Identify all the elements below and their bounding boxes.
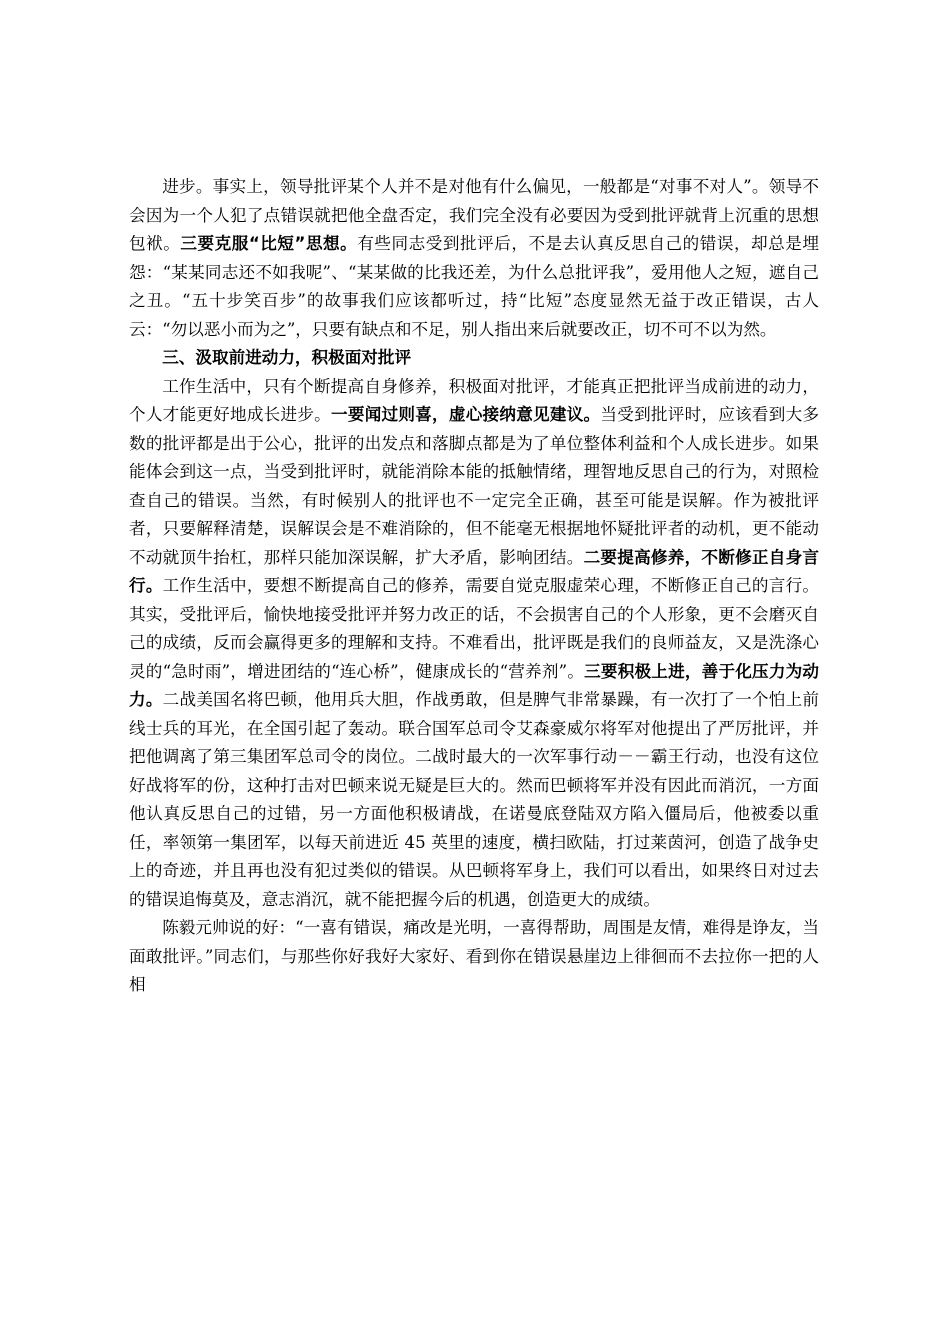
paragraph-2-text-e: 工作生活中，要想不断提高自己的修养，需要自觉克服虚荣心理，不断修正自己的言行。其实，受批评后，愉快地接受批评并努力改正的话，不会损害自己的个人形象，更不会磨灭自己的成绩，反而会赢得更多的理解和支持。不难看出，批评既是我们的良师益友，又是洗涤心灵的“急时雨”，增进团结的“连心桥”，健康成长的“营养剂”。 [129,576,819,681]
paragraph-1-text-a: 进步。事实上，领导批评某个人并不是对他有什么偏见，一般都是“对事不对人”。领导不会因为一个人犯了点错误就把他全盘否定，我们完全没有必要因为受到批评就背上沉重的思想包袱。 [129,177,819,253]
section-heading-3-text: 三、汲取前进动力，积极面对批评 [162,348,412,367]
paragraph-2-bold-point-1: 一要闻过则喜，虚心接纳意见建议。 [331,405,601,424]
paragraph-2-text-g: 二战美国名将巴顿，他用兵大胆，作战勇敢，但是脾气非常暴躁，有一次打了一个怕上前线士兵的耳光，在全国引起了轰动。联合国军总司令艾森豪威尔将军对他提出了严厉批评，并把他调离了第三集团军总司令的岗位。二战时最大的一次军事行动－－霸王行动，也没有这位好战将军的份，这种打击对巴顿来说无疑是巨大的。然而巴顿将军并没有因此而消沉，一方面他认真反思自己的过错，另一方面他积极请战，在诺曼底登陆双方陷入僵局后，他被委以重任，率领第一集团军，以每天前进近 45 英里的速度，横扫欧陆，打过莱茵河，创造了战争史上的奇迹，并且再也没有犯过类似的错误。从巴顿将军身上，我们可以看出，如果终日对过去的错误追悔莫及，意志消沉，就不能把握今后的机遇，创造更大的成绩。 [129,690,819,909]
paragraph-1-bold-point: 三要克服“比短”思想。 [180,234,358,253]
paragraph-2-text-c: 当受到批评时，应该看到大多数的批评都是出于公心，批评的出发点和落脚点都是为了单位整体利益和个人成长进步。如果能体会到这一点，当受到批评时，就能消除本能的抵触情绪，理智地反思自己的行为，对照检查自己的错误。当然，有时候别人的批评也不一定完全正确，甚至可能是误解。作为被批评者，只要解释清楚，误解误会是不难消除的，但不能毫无根据地怀疑批评者的动机，更不能动不动就顶牛抬杠，那样只能加深误解，扩大矛盾，影响团结。 [129,405,820,567]
paragraph-2-bold-point-3: 三要积极上进，善于化压力为动力。 [129,661,820,709]
paragraph-2 [129,373,819,915]
paragraph-2-bold-point-2: 二要提高修养，不断修正自身言行。 [129,547,820,595]
section-heading-3 [129,344,819,373]
paragraph-1 [129,173,819,344]
document-page [129,173,819,1000]
paragraph-3: 陈毅元帅说的好：“一喜有错误，痛改是光明，一喜得帮助，周围是友情，难得是诤友，当面敢批评。”同志们，与那些你好我好大家好、看到你在错误悬崖边上徘徊而不去拉你一把的人相 [129,918,819,994]
paragraph-1-text-c: 有些同志受到批评后，不是去认真反思自己的错误，却总是埋怨：“某某同志还不如我呢”、“某某做的比我还差，为什么总批评我”，爱用他人之短，遮自己之丑。“五十步笑百步”的故事我们应该都听过，持“比短”态度显然无益于改正错误，古人云：“勿以恶小而为之”，只要有缺点和不足，别人指出来后就要改正，切不可不以为然。 [129,234,820,339]
paragraph-2-text-a: 工作生活中，只有个断提高自身修养，积极面对批评，才能真正把批评当成前进的动力，个人才能更好地成长进步。 [129,376,819,424]
